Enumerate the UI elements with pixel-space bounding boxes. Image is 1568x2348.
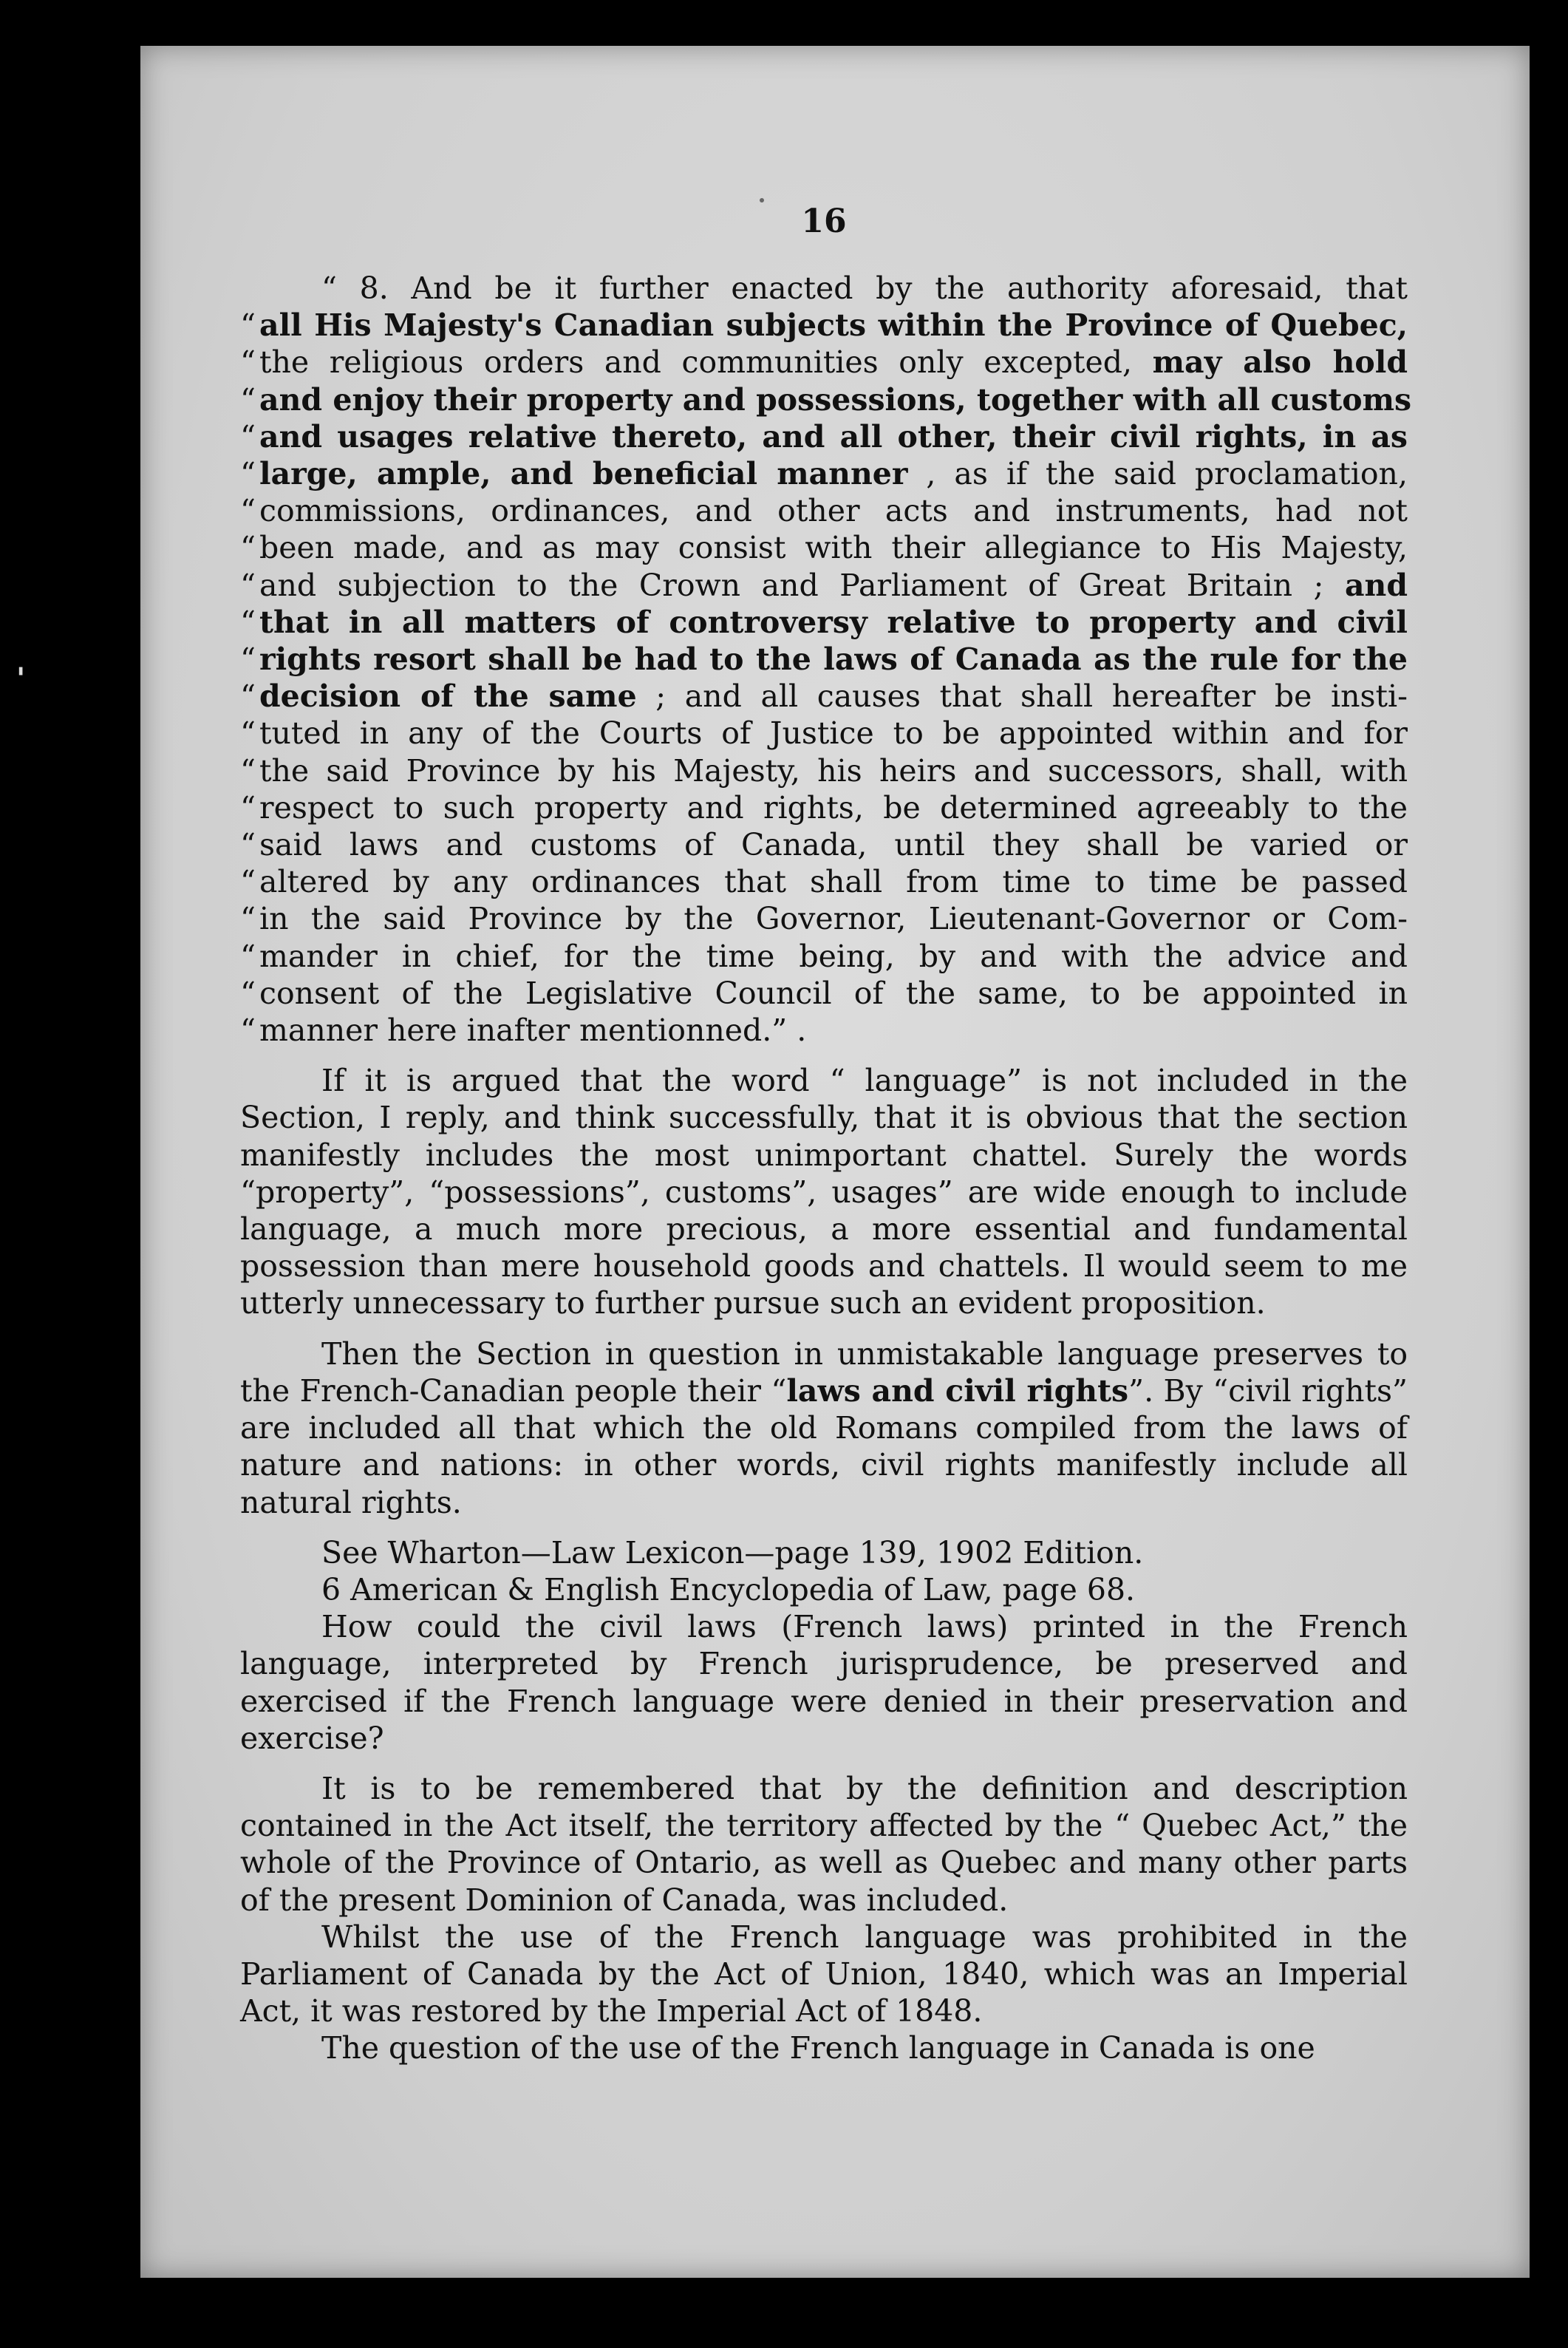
quote-line (240, 900, 1408, 937)
quote-line (240, 529, 1408, 566)
paragraph (240, 1534, 1408, 1571)
paragraph (240, 1335, 1408, 1521)
text-run: How could the civil laws (French laws) printed in the French language, interpreted by French jurisprudence, be preserved and exercised if the French language were denied in their preservation and exercise? (240, 1609, 1408, 1756)
text-run: in the said Province by the Governor, Lieutenant-Governor or Com- (259, 901, 1408, 937)
bold-text: all His Majesty's Canadian subjects within the Province of Quebec, (259, 307, 1408, 344)
bold-text: and enjoy their property and possessions, together with all customs (259, 381, 1412, 418)
quote-line (240, 715, 1408, 752)
quoted-statute-section (240, 270, 1412, 1049)
quote-line (240, 789, 1408, 826)
quote-line (240, 641, 1408, 678)
text-run: commissions, ordinances, and other acts and instruments, had not (259, 493, 1408, 529)
bold-text: large, ample, and beneficial manner (259, 456, 908, 492)
paragraph (240, 1062, 1408, 1321)
paragraph (240, 1770, 1408, 1919)
quote-line (240, 975, 1408, 1012)
quote-line (240, 938, 1408, 975)
text-run: See Wharton—Law Lexicon—page 139, 1902 Edition. (321, 1534, 1144, 1571)
text-run: manner here inafter mentionned.” . (259, 1013, 807, 1049)
text-run: said laws and customs of Canada, until they shall be varied or (259, 827, 1408, 863)
text-run: ; and all causes that shall hereafter be insti- (636, 678, 1408, 715)
page-text (240, 203, 1412, 2067)
text-run: altered by any ordinances that shall from time to time be passed (259, 864, 1408, 900)
text-run: and subjection to the Crown and Parliament of Great Britain ; (259, 567, 1345, 603)
bold-text: laws and civil rights (786, 1372, 1129, 1409)
quote-mark: “ (240, 901, 256, 937)
bold-text: and (1344, 567, 1408, 603)
paragraph (240, 1919, 1408, 2030)
text-run: tuted in any of the Courts of Justice to be appointed within and for (259, 715, 1408, 752)
quote-mark: “ (240, 715, 256, 752)
quote-line (240, 863, 1408, 900)
quote-mark: “ (240, 456, 256, 492)
text-run: the said Province by his Majesty, his heirs and successors, shall, with (259, 752, 1408, 789)
quote-line (240, 381, 1412, 418)
quote-mark: “ (240, 530, 256, 566)
quote-mark: “ (240, 381, 256, 418)
quote-mark: “ (240, 789, 256, 826)
quote-mark: “ (240, 938, 256, 974)
text-run: The question of the use of the French language in Canada is one (321, 2030, 1315, 2066)
quote-line (240, 678, 1408, 715)
bold-text: decision of the same (259, 678, 637, 715)
text-run: 6 American & English Encyclopedia of Law, page 68. (321, 1571, 1136, 1607)
quote-line (240, 604, 1408, 641)
quote-line (240, 1012, 1408, 1049)
bold-text: and usages relative thereto, and all other, their civil rights, in as (259, 418, 1408, 455)
body-paragraphs (240, 1062, 1408, 2066)
bold-text: may also hold (1152, 344, 1408, 381)
quote-line (240, 344, 1408, 381)
quote-mark: “ (240, 604, 256, 640)
text-run: Whilst the use of the French language was prohibited in the Parliament of Canada by the Act of Union, 1840, which was an Imperial Act, it was restored by the Imperial Act of 1848. (240, 1919, 1408, 2029)
text-run: , as if the said proclamation, (907, 456, 1408, 492)
text-run: ”. By “civil rights” are included all that which the old Romans compiled from the laws of nature and nations: in other words, civil rights manifestly include all natural rights. (240, 1372, 1408, 1520)
quote-line (240, 492, 1408, 529)
paragraph (240, 1571, 1408, 1608)
quote-mark: “ (240, 642, 256, 678)
quote-mark: “ (240, 752, 256, 789)
quote-line (240, 752, 1408, 789)
quote-line (240, 826, 1408, 863)
quote-line (240, 418, 1408, 455)
quote-line (240, 270, 1408, 307)
quote-mark: “ (240, 678, 256, 715)
text-run: consent of the Legislative Council of the same, to be appointed in (259, 975, 1408, 1011)
quote-mark: “ (240, 1013, 256, 1049)
text-run: Then the Section in question in unmistakable language preserves to the French-Canadian people their “ (240, 1335, 1408, 1409)
quote-mark: “ (240, 307, 256, 344)
text-run: respect to such property and rights, be determined agreeably to the (259, 789, 1408, 826)
quote-line (240, 455, 1408, 492)
quote-mark: “ (240, 493, 256, 529)
quote-line (240, 307, 1408, 344)
quote-line (240, 567, 1408, 604)
quote-mark: “ (240, 344, 256, 381)
speck (760, 198, 764, 203)
bold-text: rights resort shall be had to the laws of Canada as the rule for the (259, 642, 1408, 678)
text-run: the religious orders and communities only excepted, (259, 344, 1153, 381)
text-run: mander in chief, for the time being, by and with the advice and (259, 938, 1408, 974)
quote-mark: “ (240, 975, 256, 1011)
text-run: “ 8. And be it further enacted by the authority aforesaid, that (321, 270, 1408, 306)
bold-text: that in all matters of controversy relative to property and civil (259, 604, 1408, 640)
margin-mark: ' (16, 661, 26, 696)
page-number: 16 (801, 203, 847, 240)
paragraph (240, 1608, 1408, 1757)
text-run: It is to be remembered that by the definition and description contained in the Act itself, the territory affected by the “ Quebec Act,” the whole of the Province of Ontario, as well as Quebec and many other parts of the present Dominion of Canada, was included. (240, 1770, 1408, 1918)
quote-mark: “ (240, 864, 256, 900)
quote-mark: “ (240, 418, 256, 455)
text-run: If it is argued that the word “ language” is not included in the Section, I reply, and think successfully, that it is obvious that the section manifestly includes the most unimportant chattel. Surely the words “property”, “possessions”, customs”, usages” are wide enough to include language, a much more precious, a more essential and fundamental possession than mere household goods and chattels. Il would seem to me utterly unnecessary to further pursue such an evident proposition. (240, 1063, 1408, 1321)
quote-mark: “ (240, 567, 256, 603)
paragraph (240, 2029, 1408, 2066)
text-run: been made, and as may consist with their allegiance to His Majesty, (259, 530, 1408, 566)
quote-mark: “ (240, 827, 256, 863)
